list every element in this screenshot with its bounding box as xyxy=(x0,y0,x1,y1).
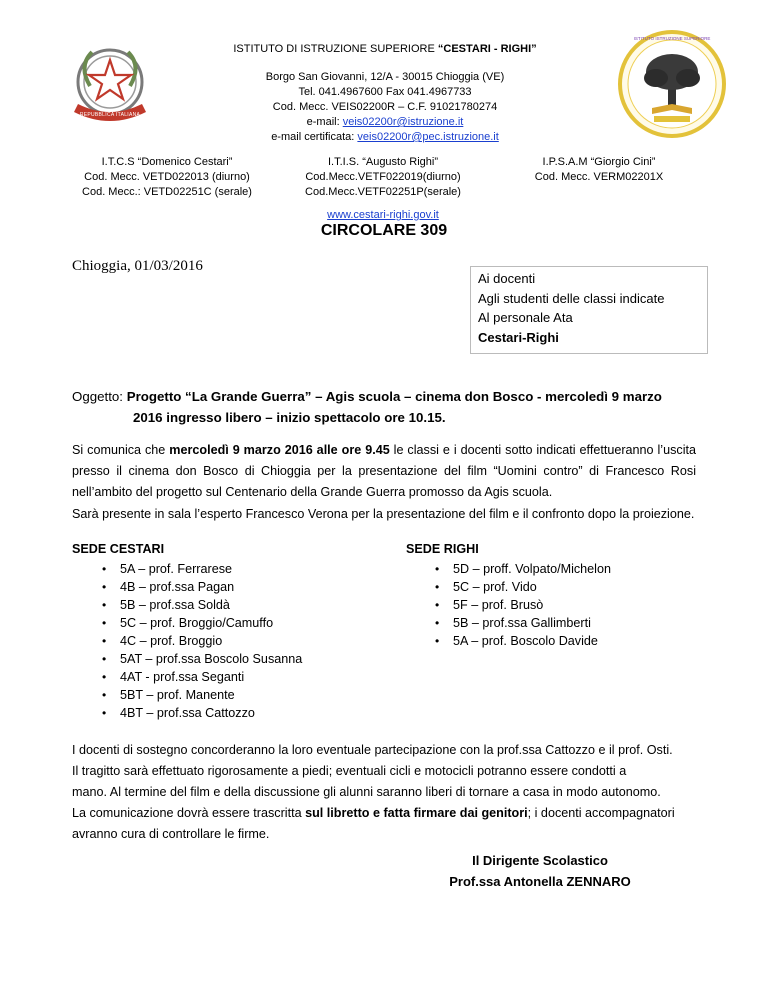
institute-phone: Tel. 041.4967600 Fax 041.4967733 xyxy=(298,86,472,98)
sede-cestari-title: SEDE CESTARI xyxy=(72,542,165,556)
institute-address: Borgo San Giovanni, 12/A - 30015 Chioggia (VE) xyxy=(265,71,505,83)
pec-label: e-mail certificata: xyxy=(271,131,358,143)
list-item: • 5BT – prof. Manente xyxy=(102,686,362,704)
recipient-line: Ai docenti xyxy=(478,271,536,286)
closing-line: mano. Al termine del film e della discussione gli alunni saranno liberi di tornare a casa in modo autonomo. xyxy=(72,785,661,799)
school-code: Cod. Mecc. VETD022013 (diurno) xyxy=(84,171,250,183)
list-item: • 5C – prof. Vido xyxy=(435,578,695,596)
school-code: Cod.Mecc.VETF02251P(serale) xyxy=(305,186,461,198)
body-paragraph xyxy=(72,440,696,503)
circolare-title: CIRCOLARE 309 xyxy=(320,222,448,239)
closing-line xyxy=(72,803,712,824)
school-name: I.P.S.A.M “Giorgio Cini” xyxy=(542,156,656,168)
closing-text: ; i docenti accompagnatori xyxy=(527,806,675,820)
recipient-line: Al personale Ata xyxy=(478,310,573,325)
list-item: • 5AT – prof.ssa Boscolo Susanna xyxy=(102,650,362,668)
list-item: • 4BT – prof.ssa Cattozzo xyxy=(102,704,362,722)
signature-role: Il Dirigente Scolastico xyxy=(472,853,608,868)
list-item: • 4AT - prof.ssa Seganti xyxy=(102,668,362,686)
signature-block xyxy=(420,850,660,892)
institute-pec-line xyxy=(160,130,610,145)
recipient-line: Cestari-Righi xyxy=(478,329,559,345)
recipients-box xyxy=(470,266,708,354)
school-column-cestari xyxy=(62,155,272,200)
republic-emblem xyxy=(60,38,160,133)
school-logo-text: ISTITUTO ISTRUZIONE SUPERIORE xyxy=(633,36,711,41)
closing-line: Il tragitto sarà effettuato rigorosamente a piedi; eventuali cicli e motocicli potranno essere condotti a xyxy=(72,764,627,778)
list-item: • 5F – prof. Brusò xyxy=(435,596,695,614)
website-line xyxy=(278,208,488,223)
institute-email-line xyxy=(160,115,610,130)
subject-line-1 xyxy=(72,386,712,407)
subject-label: Oggetto: xyxy=(72,389,127,404)
institute-codes: Cod. Mecc. VEIS02200R – C.F. 91021780274 xyxy=(272,101,498,113)
sede-cestari-list xyxy=(102,560,362,722)
institute-name: “CESTARI - RIGHI” xyxy=(437,43,537,55)
closing-emphasis: sul libretto e fatta firmare dai genitori xyxy=(305,806,528,820)
signature-name: Prof.ssa Antonella ZENNARO xyxy=(449,874,631,889)
list-item: • 5B – prof.ssa Gallimberti xyxy=(435,614,695,632)
closing-text: La comunicazione dovrà essere trascritta xyxy=(72,806,306,820)
subject-text-cont: 2016 ingresso libero – inizio spettacolo ore 10.15. xyxy=(133,410,446,425)
institute-prefix: ISTITUTO DI ISTRUZIONE SUPERIORE xyxy=(233,43,438,55)
closing-line: avranno cura di controllare le firme. xyxy=(72,827,270,841)
list-item: • 5A – prof. Ferrarese xyxy=(102,560,362,578)
list-item: • 4C – prof. Broggio xyxy=(102,632,362,650)
school-name: I.T.C.S “Domenico Cestari” xyxy=(101,156,233,168)
pec-link[interactable]: veis02200r@pec.istruzione.it xyxy=(357,131,499,143)
list-item: • 4B – prof.ssa Pagan xyxy=(102,578,362,596)
event-datetime: mercoledì 9 marzo 2016 alle ore 9.45 xyxy=(169,443,390,457)
closing-paragraph xyxy=(72,740,712,845)
emblem-ribbon-text: REPUBBLICA ITALIANA xyxy=(79,112,141,118)
school-logo xyxy=(614,28,730,140)
institute-address-block xyxy=(160,70,610,145)
sede-righi-list xyxy=(435,560,695,650)
sede-righi-title: SEDE RIGHI xyxy=(406,542,479,556)
school-column-cini xyxy=(494,155,704,185)
body-text: le classi e i docenti sotto indicati effettueranno l’uscita presso il cinema don Bosco di Chioggia per la presentazione del film “Uomini contro” di Francesco Rosi nell’ambito del progetto sul Centenario della Grande Guerra promosso da Agis scuola. xyxy=(72,443,696,499)
subject xyxy=(72,386,712,428)
place-date: Chioggia, 01/03/2016 xyxy=(72,258,203,274)
list-item: • 5A – prof. Boscolo Davide xyxy=(435,632,695,650)
website-link[interactable]: www.cestari-righi.gov.it xyxy=(327,209,439,221)
school-code: Cod.Mecc.VETF022019(diurno) xyxy=(305,171,461,183)
school-code: Cod. Mecc. VERM02201X xyxy=(534,171,664,183)
email-link[interactable]: veis02200r@istruzione.it xyxy=(342,116,464,128)
closing-line: I docenti di sostegno concorderanno la loro eventuale partecipazione con la prof.ssa Cattozzo e il prof. Osti. xyxy=(72,743,673,757)
list-item: • 5C – prof. Broggio/Camuffo xyxy=(102,614,362,632)
body-text: Si comunica che xyxy=(72,443,170,457)
subject-text: Progetto “La Grande Guerra” – Agis scuola – cinema don Bosco - mercoledì 9 marzo xyxy=(126,389,662,404)
email-label: e-mail: xyxy=(306,116,343,128)
list-item: • 5B – prof.ssa Soldà xyxy=(102,596,362,614)
institute-title xyxy=(160,42,610,57)
school-code: Cod. Mecc.: VETD02251C (serale) xyxy=(82,186,252,198)
list-item: • 5D – proff. Volpato/Michelon xyxy=(435,560,695,578)
recipient-line: Agli studenti delle classi indicate xyxy=(478,290,665,306)
expert-paragraph: Sarà presente in sala l’esperto Francesco Verona per la presentazione del film e il confronto dopo la proiezione. xyxy=(72,507,695,521)
school-column-righi xyxy=(278,155,488,223)
school-name: I.T.I.S. “Augusto Righi” xyxy=(327,156,439,168)
